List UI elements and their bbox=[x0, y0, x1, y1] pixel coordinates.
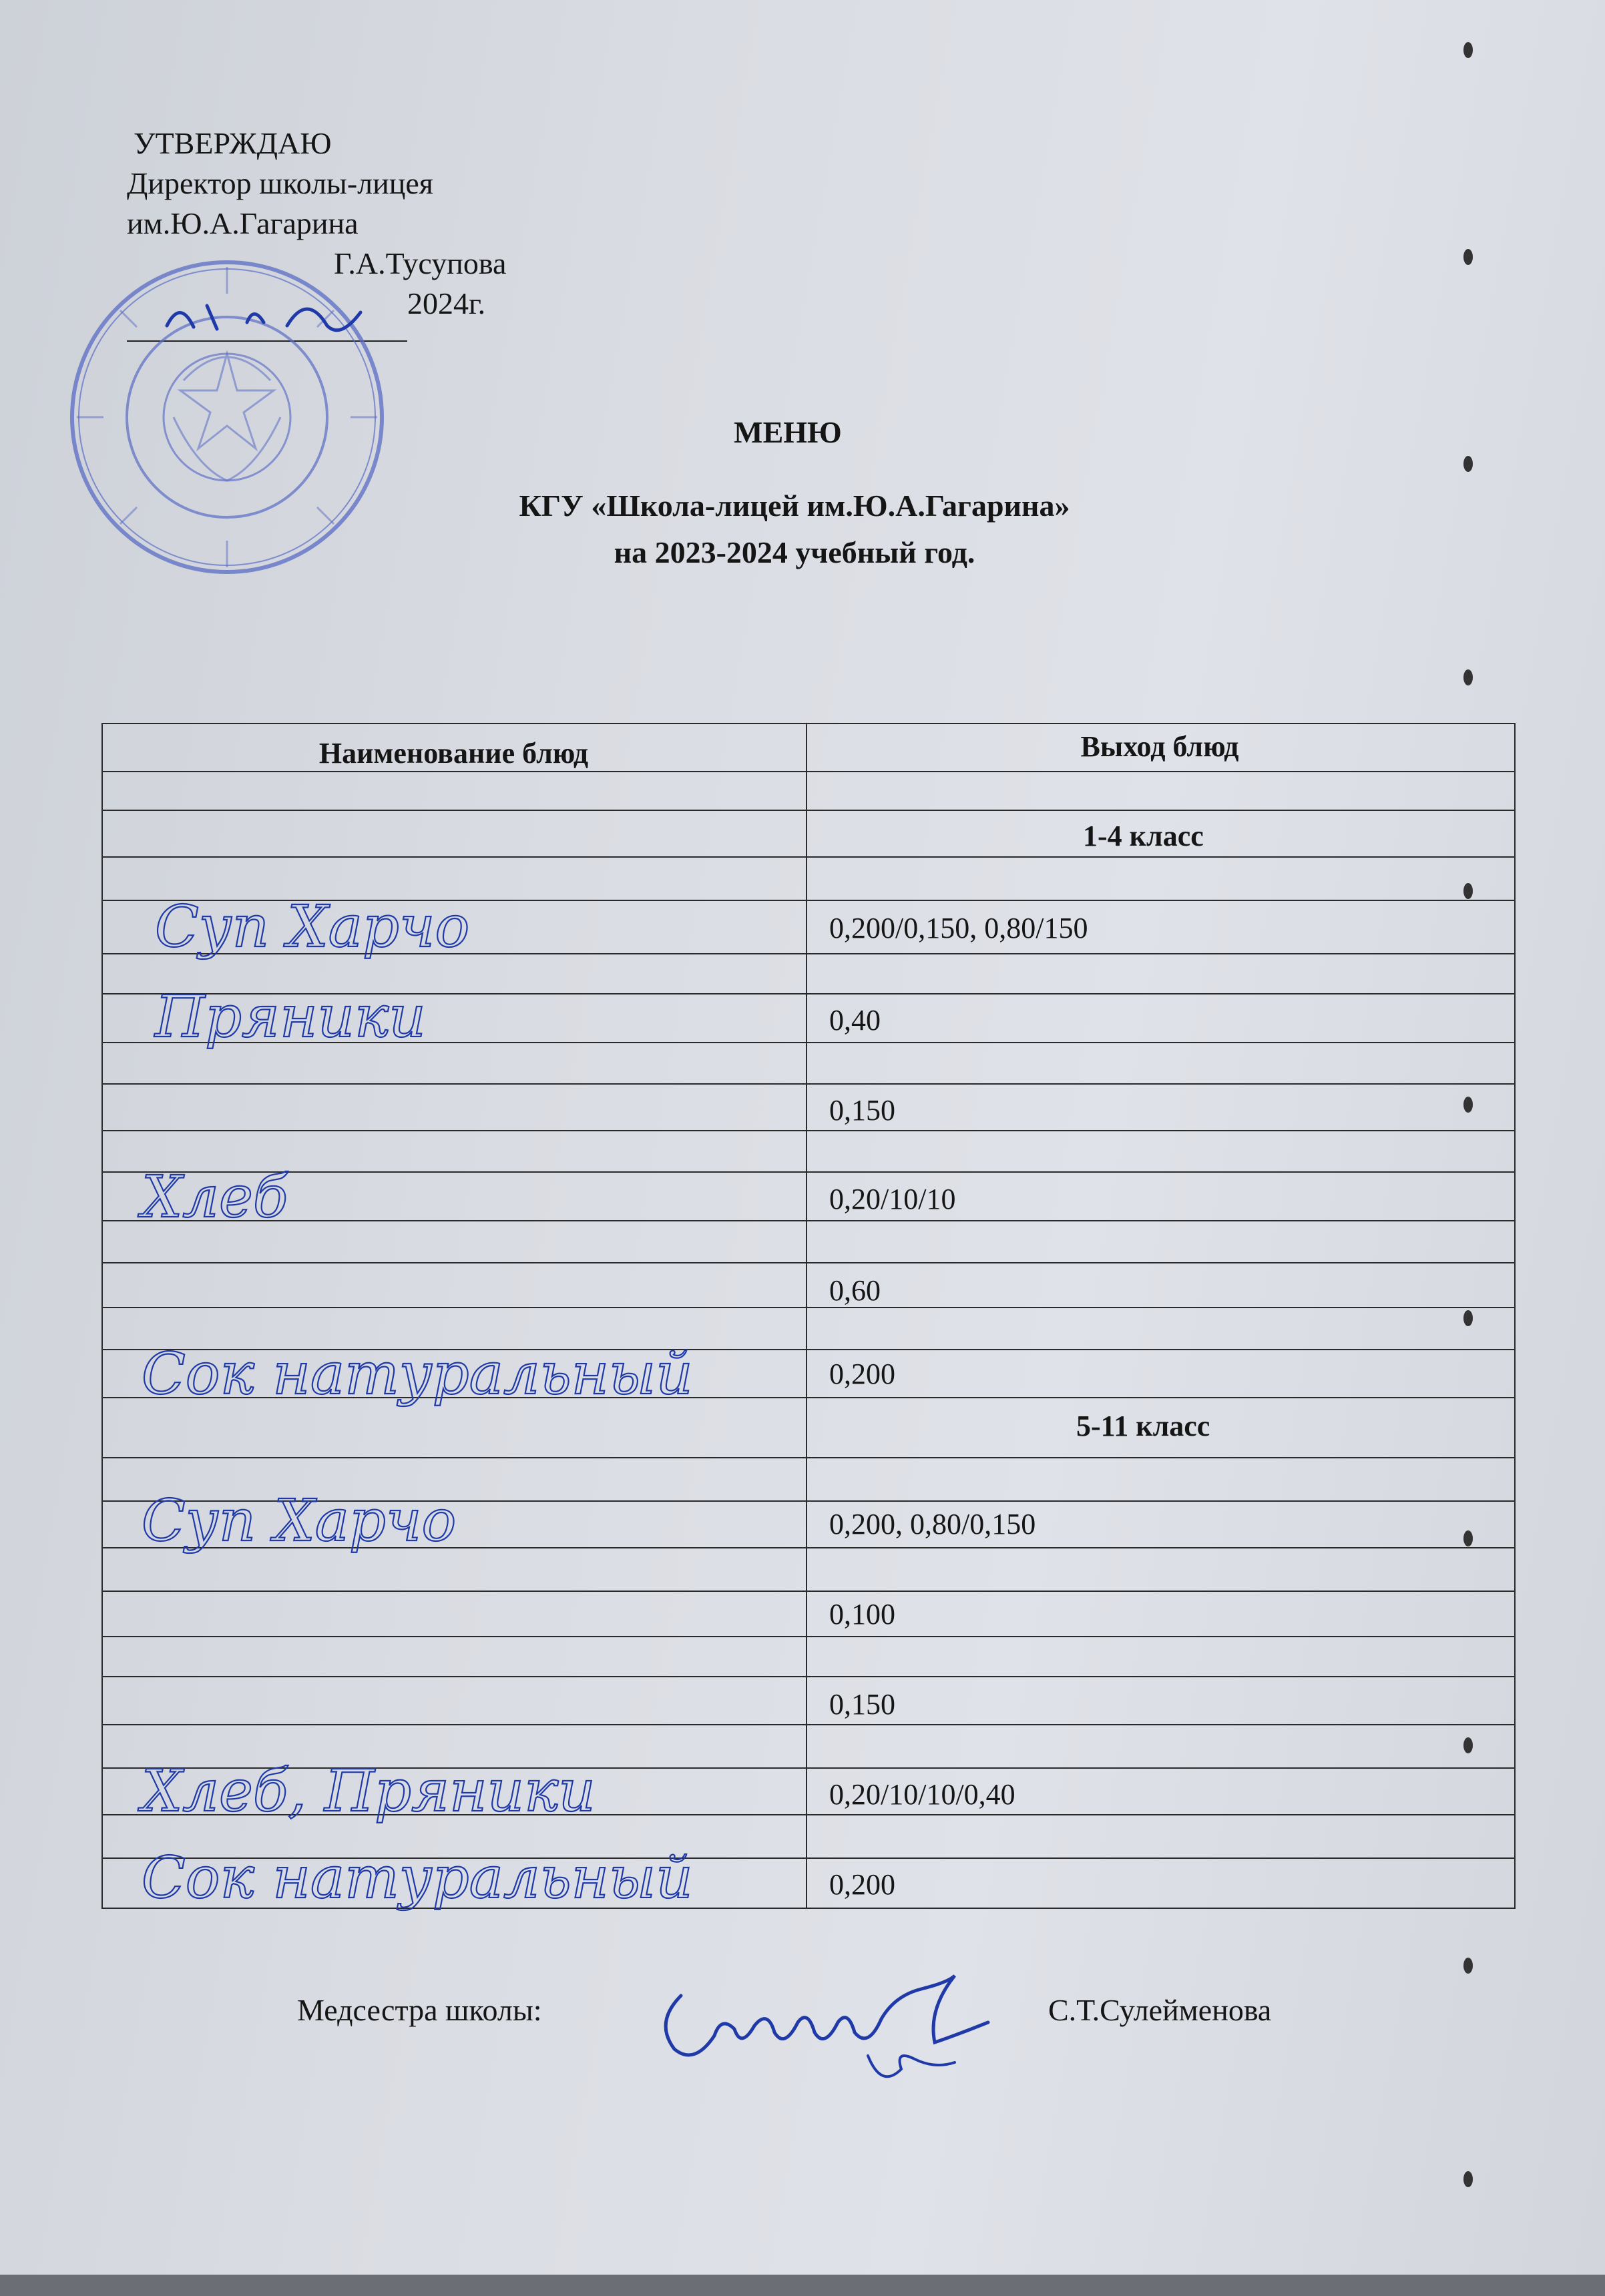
table-row-line bbox=[101, 856, 1516, 858]
table-row-line bbox=[101, 1307, 1516, 1308]
table-row-line bbox=[101, 1636, 1516, 1637]
handwritten-dish-text: Суп Харчо bbox=[155, 894, 470, 960]
punch-hole-icon bbox=[1462, 40, 1474, 60]
table-row-line bbox=[101, 1457, 1516, 1458]
output-value: 0,60 bbox=[829, 1274, 881, 1307]
punch-hole-icon bbox=[1462, 1095, 1474, 1115]
handwritten-dish bbox=[128, 1480, 809, 1554]
punch-hole-icon bbox=[1462, 247, 1474, 267]
table-row-line bbox=[101, 771, 1516, 772]
handwritten-dish bbox=[128, 1837, 809, 1911]
punch-hole-icon bbox=[1462, 2169, 1474, 2189]
header-dish-output: Выход блюд bbox=[1080, 730, 1239, 763]
output-value: 0,40 bbox=[829, 1004, 881, 1037]
table-row-line bbox=[101, 1724, 1516, 1725]
output-value: 0,150 bbox=[829, 1688, 895, 1721]
punch-hole-icon bbox=[1462, 1956, 1474, 1976]
approval-heading: УТВЕРЖДАЮ bbox=[134, 126, 332, 160]
handwritten-dish bbox=[128, 976, 809, 1050]
menu-table bbox=[101, 723, 1516, 1912]
handwritten-dish-text: Пряники bbox=[155, 984, 426, 1051]
punch-hole-icon bbox=[1462, 1308, 1474, 1328]
handwritten-dish bbox=[128, 1157, 809, 1230]
punch-hole-icon bbox=[1462, 1528, 1474, 1548]
table-row-line bbox=[101, 1130, 1516, 1131]
output-value: 0,200 bbox=[829, 1358, 895, 1390]
section-grade-5-11: 5-11 класс bbox=[1076, 1410, 1210, 1442]
table-row-line bbox=[101, 1083, 1516, 1085]
title-organization: КГУ «Школа-лицей им.Ю.А.Гагарина» bbox=[519, 489, 1070, 523]
title-year: на 2023-2024 учебный год. bbox=[614, 535, 975, 569]
approval-position: Директор школы-лицея bbox=[127, 166, 433, 200]
punch-hole-icon bbox=[1462, 667, 1474, 687]
output-value: 0,100 bbox=[829, 1598, 895, 1631]
handwritten-dish-text: Хлеб bbox=[142, 1164, 288, 1231]
handwritten-dish bbox=[128, 886, 809, 960]
table-row-line bbox=[101, 723, 1516, 724]
output-value: 0,200, 0,80/0,150 bbox=[829, 1508, 1036, 1540]
handwritten-date bbox=[154, 279, 394, 346]
punch-hole-icon bbox=[1462, 881, 1474, 901]
footer-nurse-name: С.Т.Сулейменова bbox=[1048, 1993, 1272, 2027]
section-grade-1-4: 1-4 класс bbox=[1083, 820, 1204, 852]
output-value: 0,20/10/10/0,40 bbox=[829, 1778, 1015, 1811]
table-row-line bbox=[101, 1262, 1516, 1263]
output-value: 0,200/0,150, 0,80/150 bbox=[829, 912, 1088, 944]
table-row-line bbox=[101, 810, 1516, 811]
approval-director-name: Г.А.Тусупова bbox=[334, 246, 507, 280]
output-value: 0,20/10/10 bbox=[829, 1183, 956, 1215]
punch-hole-icon bbox=[1462, 1735, 1474, 1755]
table-row-line bbox=[101, 1676, 1516, 1677]
handwritten-dish-text: Суп Харчо bbox=[142, 1488, 457, 1554]
nurse-signature bbox=[641, 1949, 1015, 2102]
footer-nurse-label: Медсестра школы: bbox=[297, 1993, 542, 2027]
handwritten-dish-text: Хлеб, Пряники bbox=[142, 1758, 596, 1825]
handwritten-dish bbox=[128, 1334, 809, 1407]
approval-school: им.Ю.А.Гагарина bbox=[127, 206, 359, 240]
header-dish-name: Наименование блюд bbox=[318, 737, 589, 770]
handwritten-dish-text: Сок натуральный bbox=[142, 1845, 693, 1912]
punch-hole-icon bbox=[1462, 454, 1474, 474]
handwritten-dish bbox=[128, 1751, 809, 1824]
title-menu: МЕНЮ bbox=[734, 415, 842, 449]
output-value: 0,150 bbox=[829, 1094, 895, 1127]
handwritten-dish-text: Сок натуральный bbox=[142, 1341, 693, 1408]
table-row-line bbox=[101, 1591, 1516, 1592]
approval-year: 2024г. bbox=[407, 286, 486, 320]
output-value: 0,200 bbox=[829, 1868, 895, 1901]
